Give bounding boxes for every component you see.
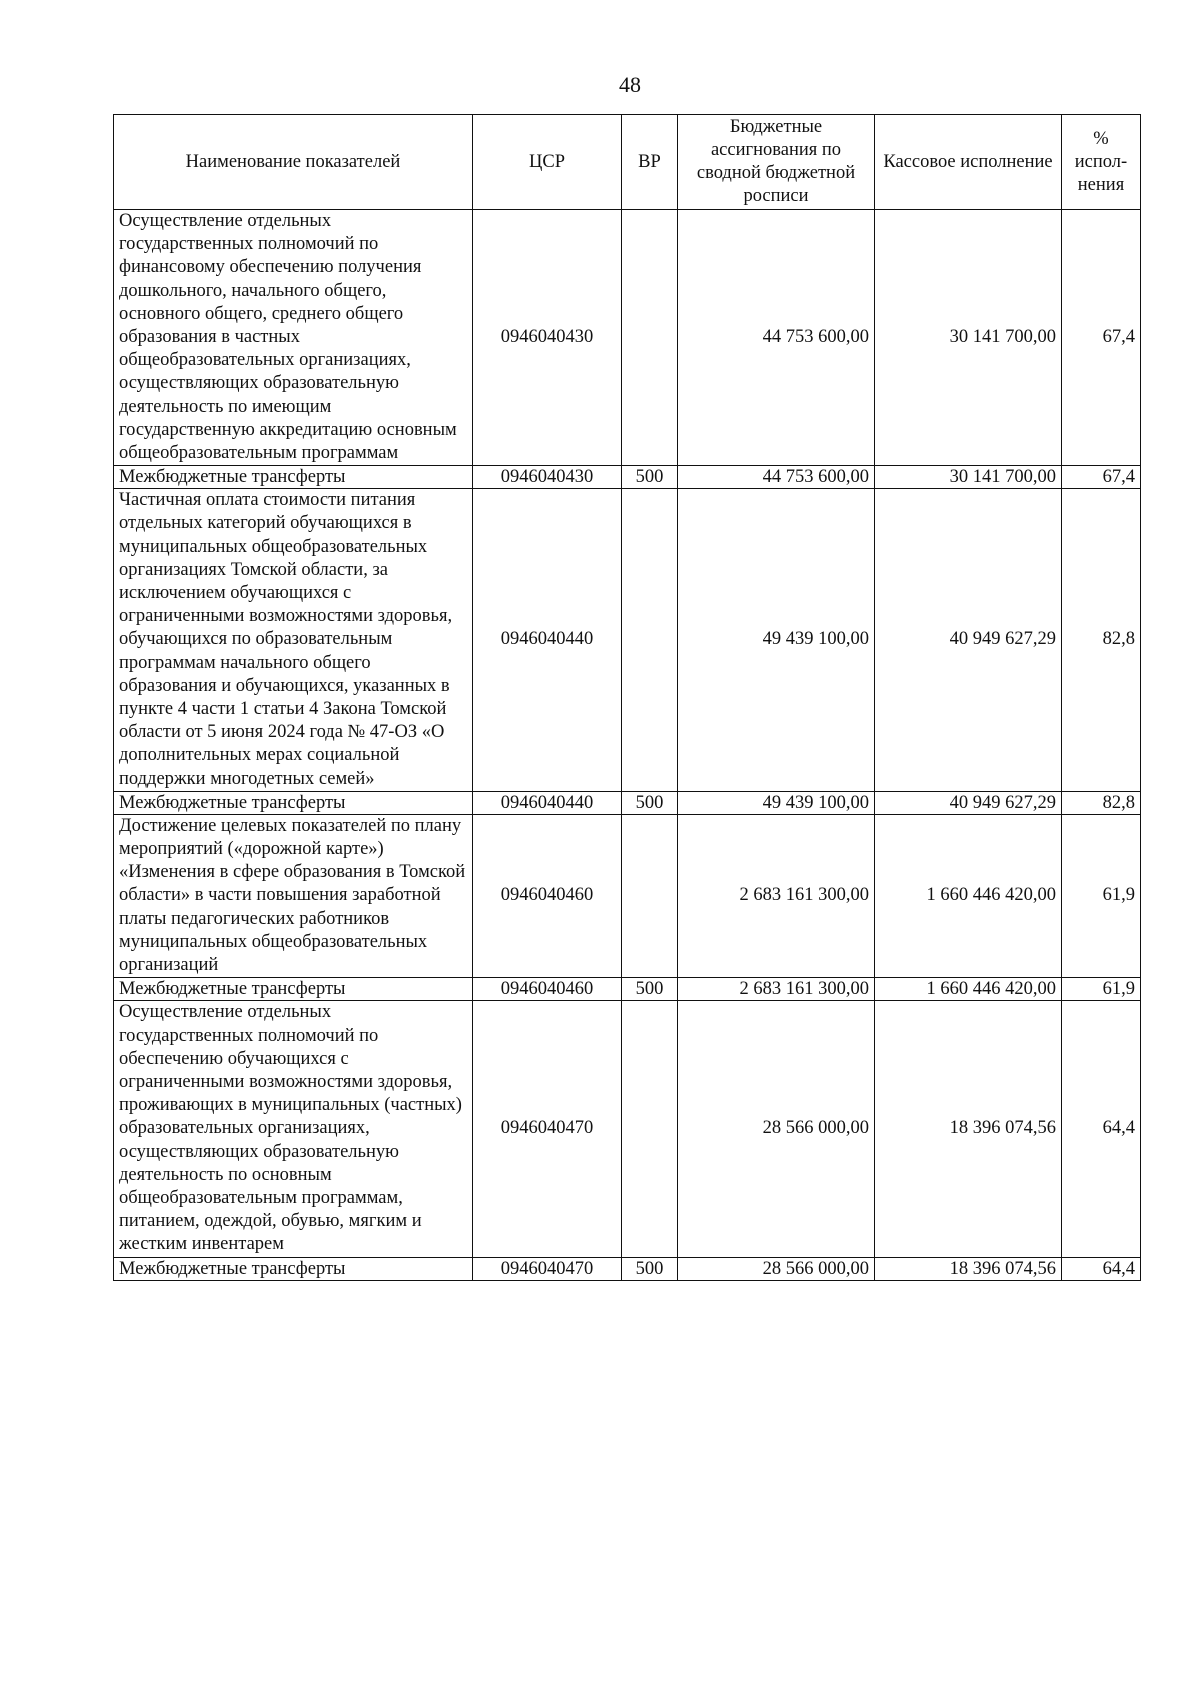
row-csr: 0946040470 xyxy=(473,1257,622,1280)
row-csr: 0946040430 xyxy=(473,466,622,489)
row-percent: 64,4 xyxy=(1062,1257,1141,1280)
row-name: Частичная оплата стоимости питания отдельных категорий обучающихся в муниципальных общеобразовательных организациях Томской области, за исключением обучающихся с ограниченными возможностями здоровья, обучающихся по образовательным программам начального общего образования и обучающихся, указанных в пункте 4 части 1 статьи 4 Закона Томской области от 5 июня 2024 года № 47-ОЗ «О дополнительных мерах социальной поддержки многодетных семей» xyxy=(114,489,473,792)
row-allocations: 2 683 161 300,00 xyxy=(678,978,875,1001)
table-row xyxy=(114,1001,1141,1257)
row-vr xyxy=(622,814,678,977)
row-allocations: 28 566 000,00 xyxy=(678,1001,875,1257)
row-name: Осуществление отдельных государственных полномочий по финансовому обеспечению получения дошкольного, начального общего, основного общего, среднего общего образования в частных общеобразовательных организациях, осуществляющих образовательную деятельность по имеющим государственную аккредитацию основным общеобразовательным программам xyxy=(114,210,473,466)
row-vr xyxy=(622,210,678,466)
table-header-row xyxy=(114,115,1141,210)
header-csr: ЦСР xyxy=(473,115,622,210)
row-vr: 500 xyxy=(622,1257,678,1280)
row-vr: 500 xyxy=(622,466,678,489)
table-row xyxy=(114,210,1141,466)
row-allocations: 44 753 600,00 xyxy=(678,210,875,466)
header-vr: ВР xyxy=(622,115,678,210)
header-allocations: Бюджетные ассигнования по сводной бюджетной росписи xyxy=(678,115,875,210)
row-name: Межбюджетные трансферты xyxy=(114,466,473,489)
row-execution: 30 141 700,00 xyxy=(875,466,1062,489)
row-csr: 0946040460 xyxy=(473,814,622,977)
row-csr: 0946040430 xyxy=(473,210,622,466)
table-row xyxy=(114,466,1141,489)
row-execution: 18 396 074,56 xyxy=(875,1257,1062,1280)
header-percent: % испол- нения xyxy=(1062,115,1141,210)
row-csr: 0946040440 xyxy=(473,489,622,792)
row-vr: 500 xyxy=(622,791,678,814)
row-percent: 67,4 xyxy=(1062,210,1141,466)
table-row xyxy=(114,1257,1141,1280)
table-row xyxy=(114,814,1141,977)
row-execution: 40 949 627,29 xyxy=(875,489,1062,792)
row-execution: 18 396 074,56 xyxy=(875,1001,1062,1257)
row-execution: 30 141 700,00 xyxy=(875,210,1062,466)
row-vr xyxy=(622,489,678,792)
row-execution: 1 660 446 420,00 xyxy=(875,814,1062,977)
row-allocations: 49 439 100,00 xyxy=(678,489,875,792)
row-allocations: 28 566 000,00 xyxy=(678,1257,875,1280)
budget-execution-table xyxy=(113,114,1141,1281)
page-number: 48 xyxy=(619,72,641,97)
row-vr: 500 xyxy=(622,978,678,1001)
row-percent: 61,9 xyxy=(1062,814,1141,977)
table-row xyxy=(114,791,1141,814)
row-name: Достижение целевых показателей по плану мероприятий («дорожной карте») «Изменения в сфере образования в Томской области» в части повышения заработной платы педагогических работников муниципальных общеобразовательных организаций xyxy=(114,814,473,977)
row-name: Осуществление отдельных государственных полномочий по обеспечению обучающихся с ограниченными возможностями здоровья, проживающих в муниципальных (частных) образовательных организациях, осуществляющих образовательную деятельность по основным общеобразовательным программам, питанием, одеждой, обувью, мягким и жестким инвентарем xyxy=(114,1001,473,1257)
row-vr xyxy=(622,1001,678,1257)
row-percent: 82,8 xyxy=(1062,791,1141,814)
row-percent: 67,4 xyxy=(1062,466,1141,489)
row-execution: 40 949 627,29 xyxy=(875,791,1062,814)
row-csr: 0946040470 xyxy=(473,1001,622,1257)
row-allocations: 2 683 161 300,00 xyxy=(678,814,875,977)
row-allocations: 44 753 600,00 xyxy=(678,466,875,489)
row-csr: 0946040460 xyxy=(473,978,622,1001)
table-row xyxy=(114,489,1141,792)
header-execution: Кассовое исполнение xyxy=(875,115,1062,210)
row-percent: 61,9 xyxy=(1062,978,1141,1001)
row-csr: 0946040440 xyxy=(473,791,622,814)
row-name: Межбюджетные трансферты xyxy=(114,1257,473,1280)
row-allocations: 49 439 100,00 xyxy=(678,791,875,814)
row-name: Межбюджетные трансферты xyxy=(114,978,473,1001)
row-name: Межбюджетные трансферты xyxy=(114,791,473,814)
row-percent: 82,8 xyxy=(1062,489,1141,792)
row-execution: 1 660 446 420,00 xyxy=(875,978,1062,1001)
header-name: Наименование показателей xyxy=(114,115,473,210)
row-percent: 64,4 xyxy=(1062,1001,1141,1257)
table-row xyxy=(114,978,1141,1001)
